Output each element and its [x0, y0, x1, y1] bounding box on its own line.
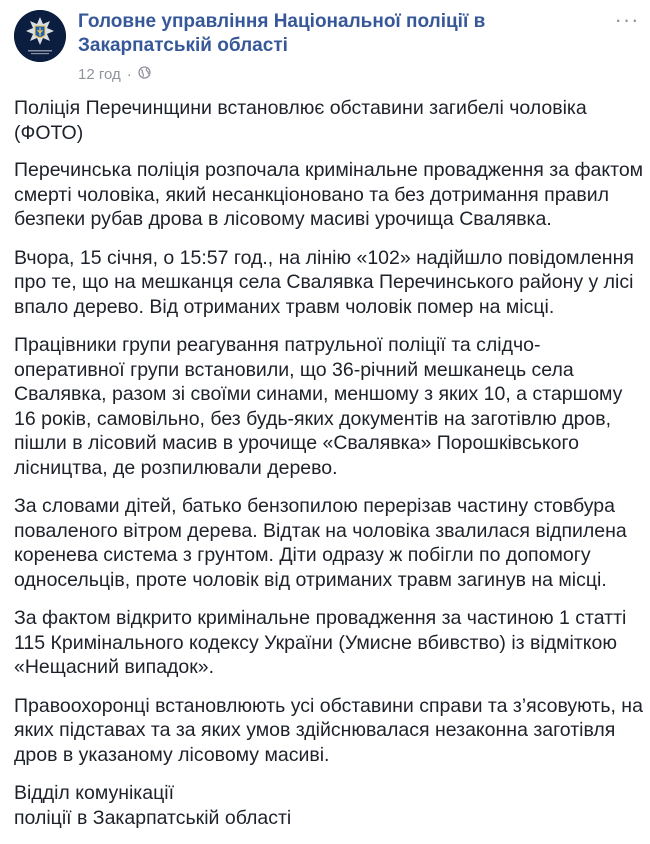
post-paragraph: За фактом відкрито кримінальне провадження за частиною 1 статті 115 Кримінального кодексу України (Умисне вбивство) із відміткою «Нещасний випадок».	[14, 607, 627, 678]
post-paragraph: Правоохоронці встановлюють усі обставини справи та з’ясовують, на яких підставах та за яких умов здійснювалася незаконна заготівля дров в указаному лісовому масиві.	[14, 694, 643, 766]
page-avatar[interactable]	[14, 10, 66, 62]
police-emblem-icon	[14, 10, 66, 62]
timestamp-link[interactable]: 12 год	[78, 66, 121, 83]
post-meta	[78, 66, 151, 83]
post-paragraph: Працівники групи реагування патрульної поліції та слідчо-оперативної групи встановили, що 36-річний мешканець села Свалявка, разом зі своїми синами, меншому з яких 10, а старшому 16 років, самовільно, без будь-яких документів на заготівлю дров, пішли в лісовий масив в урочище «Свалявка» Порошківського лісництва, де розпилювали дерево.	[14, 334, 623, 479]
post-signature	[14, 781, 644, 830]
page-name-link[interactable]: Головне управління Національної поліції в Закарпатській області	[78, 11, 486, 56]
signature-line: поліції в Закарпатській області	[14, 806, 292, 829]
post-body	[14, 96, 644, 844]
more-options-icon[interactable]: ···	[614, 7, 640, 32]
globe-icon[interactable]	[138, 66, 151, 83]
post-paragraph: Вчора, 15 січня, о 15:57 год., на лінію «102» надійшло повідомлення про те, що на мешканця села Свалявка Перечинського району у лісі впало дерево. Від отриманих травм чоловік помер на місці.	[14, 246, 634, 318]
post-paragraph: За словами дітей, батько бензопилою перерізав частину стовбура поваленого вітром дерева. Відтак на чоловіка звалилася відпилена коренева система з грунтом. Діти одразу ж побігли по допомогу односельців, проте чоловік від отриманих травм загинув на місці.	[14, 495, 627, 591]
post-title: Поліція Перечинщини встановлює обставини загибелі чоловіка (ФОТО)	[14, 97, 587, 144]
post-paragraph: Перечинська поліція розпочала кримінальне провадження за фактом смерті чоловіка, який несанкціоновано та без дотримання правил безпеки рубав дрова в лісовому масиві урочища Свалявка.	[14, 159, 644, 230]
meta-separator: ·	[126, 66, 132, 83]
signature-line: Відділ комунікації	[14, 782, 175, 804]
